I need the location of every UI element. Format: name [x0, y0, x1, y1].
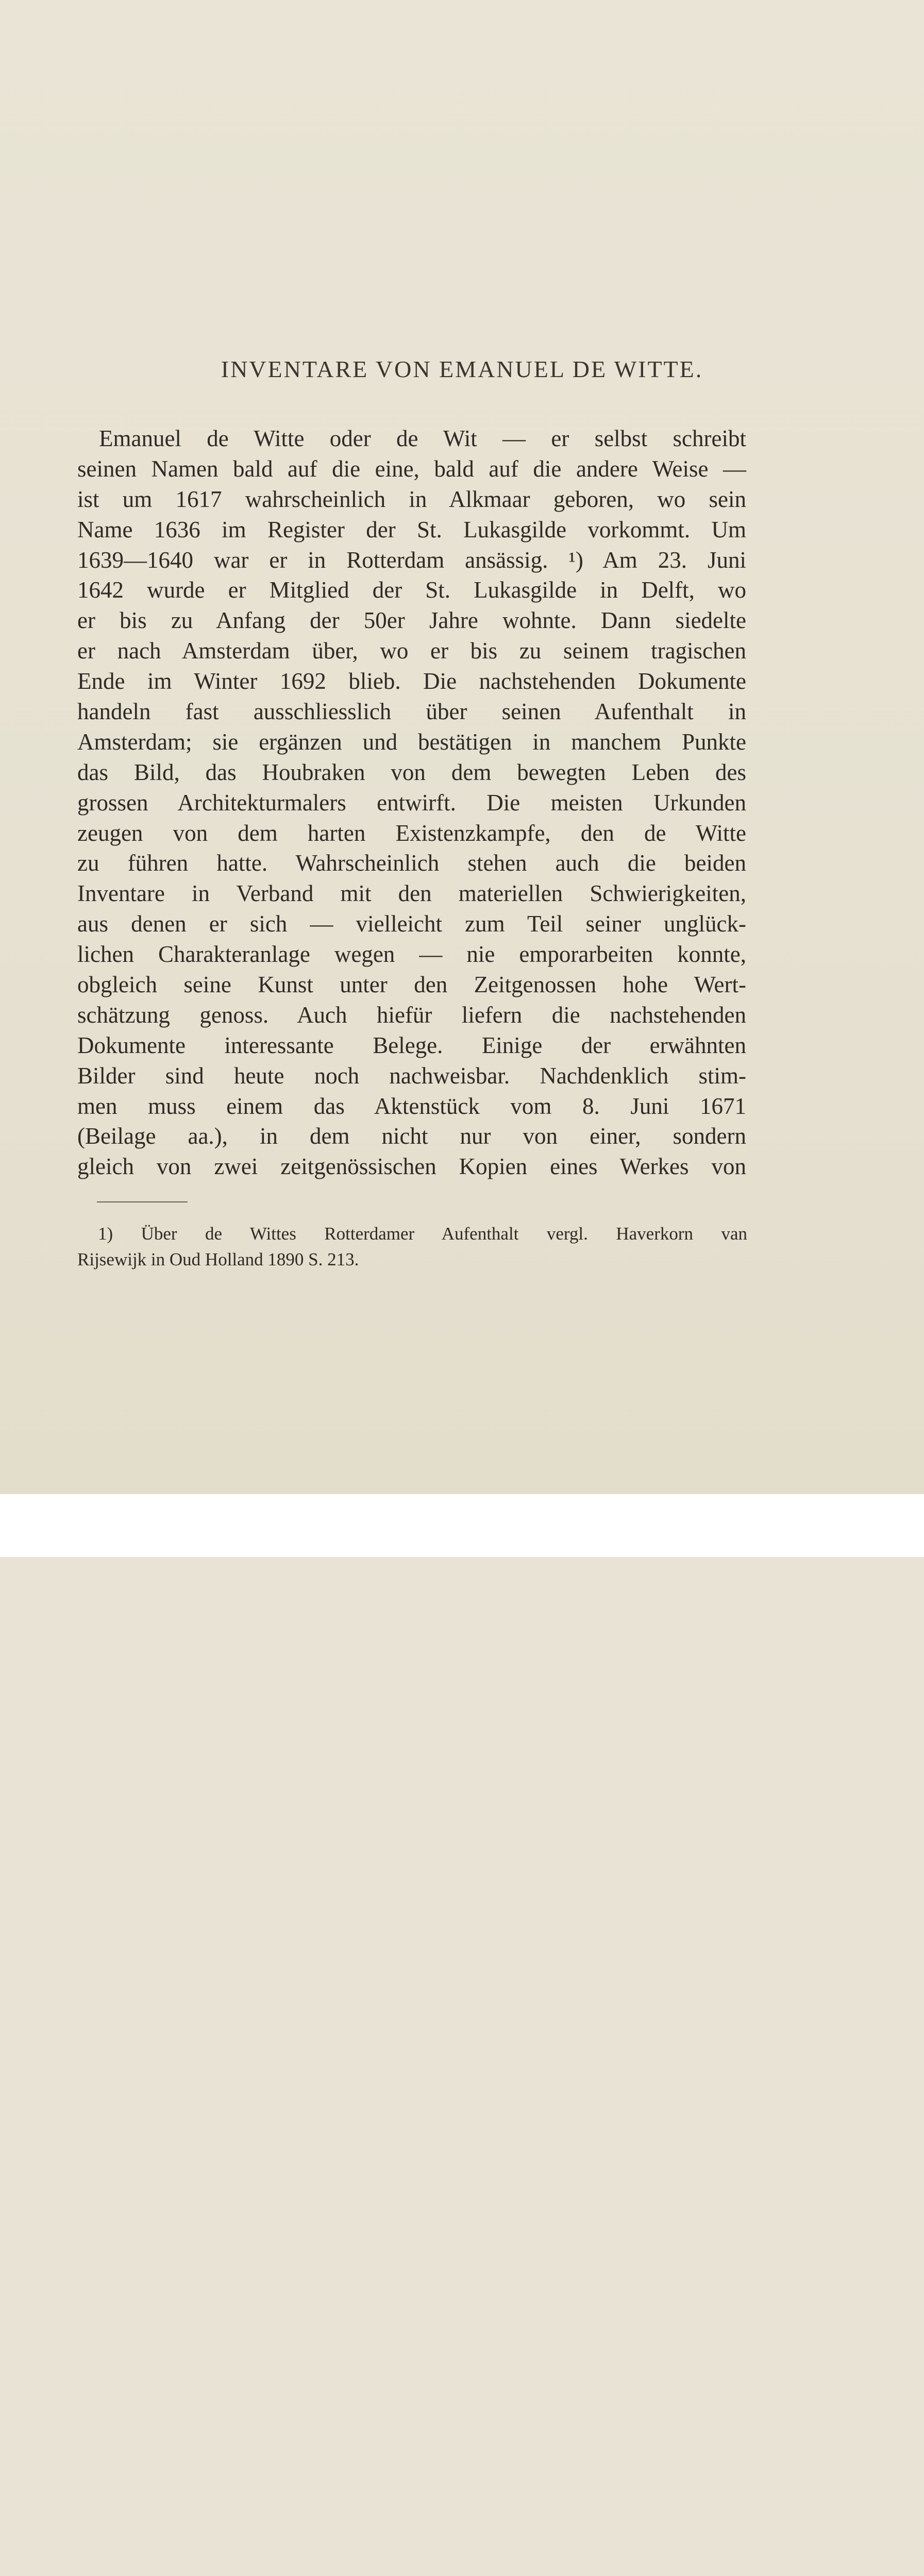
body-line: das Bild, das Houbraken von dem bewegten Leben des	[77, 759, 746, 785]
body-line: ist um 1617 wahrscheinlich in Alkmaar geboren, wo sein	[77, 486, 746, 512]
page-title: INVENTARE VON EMANUEL DE WITTE.	[221, 356, 703, 382]
body-line: zeugen von dem harten Existenzkampfe, den de Witte	[77, 820, 746, 846]
footnote	[77, 1221, 747, 1273]
body-line: gleich von zwei zeitgenössischen Kopien eines Werkes von	[77, 1154, 746, 1180]
body-line: Emanuel de Witte oder de Wit — er selbst schreibt	[99, 426, 746, 451]
body-line: Dokumente interessante Belege. Einige der erwähnten	[77, 1032, 746, 1058]
body-line: lichen Charakteranlage wegen — nie emporarbeiten konnte,	[77, 941, 746, 968]
body-line: Amsterdam; sie ergänzen und bestätigen in manchem Punkte	[77, 728, 746, 755]
body-line: er nach Amsterdam über, wo er bis zu seinem tragischen	[77, 638, 746, 664]
body-line: 1642 wurde er Mitglied der St. Lukasgilde in Delft, wo	[77, 577, 746, 603]
body-line: Ende im Winter 1692 blieb. Die nachstehenden Dokumente	[77, 668, 746, 694]
body-line: Inventare in Verband mit den materiellen Schwierigkeiten,	[77, 880, 746, 907]
body-line: seinen Namen bald auf die eine, bald auf die andere Weise —	[77, 455, 746, 482]
body-line: obgleich seine Kunst unter den Zeitgenossen hohe Wert-	[77, 972, 746, 998]
body-line: zu führen hatte. Wahrscheinlich stehen auch die beiden	[77, 850, 746, 876]
footnote-divider	[97, 1201, 188, 1202]
body-line: er bis zu Anfang der 50er Jahre wohnte. Dann siedelte	[77, 607, 746, 634]
body-line: (Beilage aa.), in dem nicht nur von einer, sondern	[77, 1123, 746, 1149]
footnote-line: Rijsewijk in Oud Holland 1890 S. 213.	[77, 1249, 359, 1269]
body-line: 1639—1640 war er in Rotterdam ansässig. ¹) Am 23. Juni	[77, 547, 746, 573]
body-line: Name 1636 im Register der St. Lukasgilde vorkommt. Um	[77, 516, 746, 543]
footnote-line: 1) Über de Wittes Rotterdamer Aufenthalt vergl. Haverkorn van	[98, 1224, 747, 1244]
body-paragraph	[77, 423, 746, 1182]
body-line: Bilder sind heute noch nachweisbar. Nachdenklich stim-	[77, 1062, 746, 1089]
body-line: men muss einem das Aktenstück vom 8. Juni 1671	[77, 1093, 746, 1119]
body-line: grossen Architekturmalers entwirft. Die meisten Urkunden	[77, 789, 746, 816]
body-line: aus denen er sich — vielleicht zum Teil seiner unglück-	[77, 911, 746, 937]
body-line: schätzung genoss. Auch hiefür liefern die nachstehenden	[77, 1002, 746, 1028]
viewer-footer	[0, 1494, 924, 1557]
body-line: handeln fast ausschliesslich über seinen Aufenthalt in	[77, 699, 746, 725]
